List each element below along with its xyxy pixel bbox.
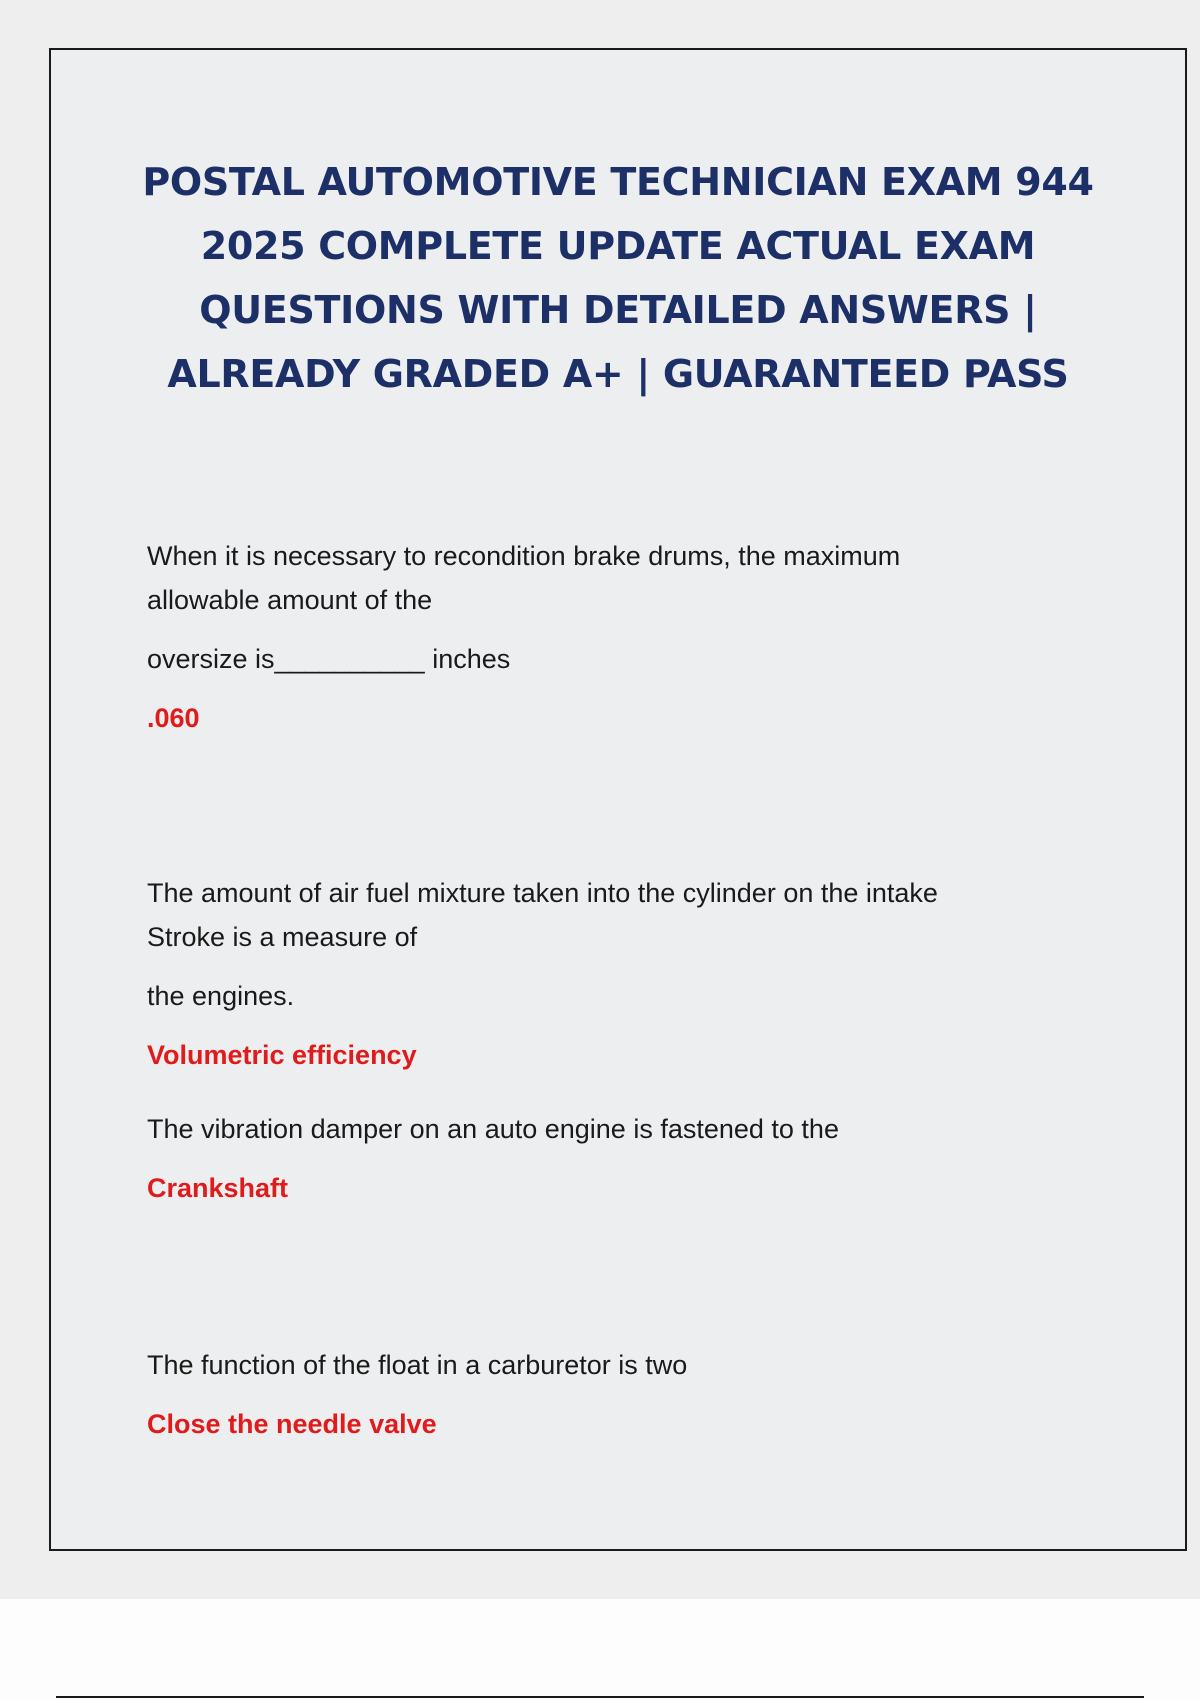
question-block-1 [147, 534, 1107, 740]
answer-2: Volumetric efficiency [147, 1040, 417, 1070]
document-page [49, 48, 1187, 1551]
question-block-4 [147, 1343, 1107, 1446]
question-2-line-3: the engines. [147, 981, 295, 1011]
document-title: POSTAL AUTOMOTIVE TECHNICIAN EXAM 944 2025 COMPLETE UPDATE ACTUAL EXAM QUESTIONS WITH DETAILED ANSWERS | ALREADY GRADED A+ | GUARANTEED PASS [142, 160, 1094, 396]
question-1-line-1: When it is necessary to recondition brake drums, the maximum [147, 541, 901, 571]
question-2-line-2: Stroke is a measure of [147, 922, 418, 952]
question-block-2 [147, 871, 1107, 1077]
answer-1: .060 [147, 703, 200, 733]
answer-3: Crankshaft [147, 1173, 289, 1203]
question-1-line-3: oversize is__________ inches [147, 644, 511, 674]
question-1-line-2: allowable amount of the [147, 585, 433, 615]
page-bottom-margin [0, 1599, 1200, 1700]
question-2-line-1: The amount of air fuel mixture taken into the cylinder on the intake [147, 878, 938, 908]
footer-divider [56, 1696, 1144, 1698]
question-block-3 [147, 1107, 1107, 1210]
answer-4: Close the needle valve [147, 1409, 437, 1439]
question-4-line-1: The function of the float in a carburetor is two [147, 1350, 688, 1380]
question-3-line-1: The vibration damper on an auto engine is fastened to the [147, 1114, 839, 1144]
